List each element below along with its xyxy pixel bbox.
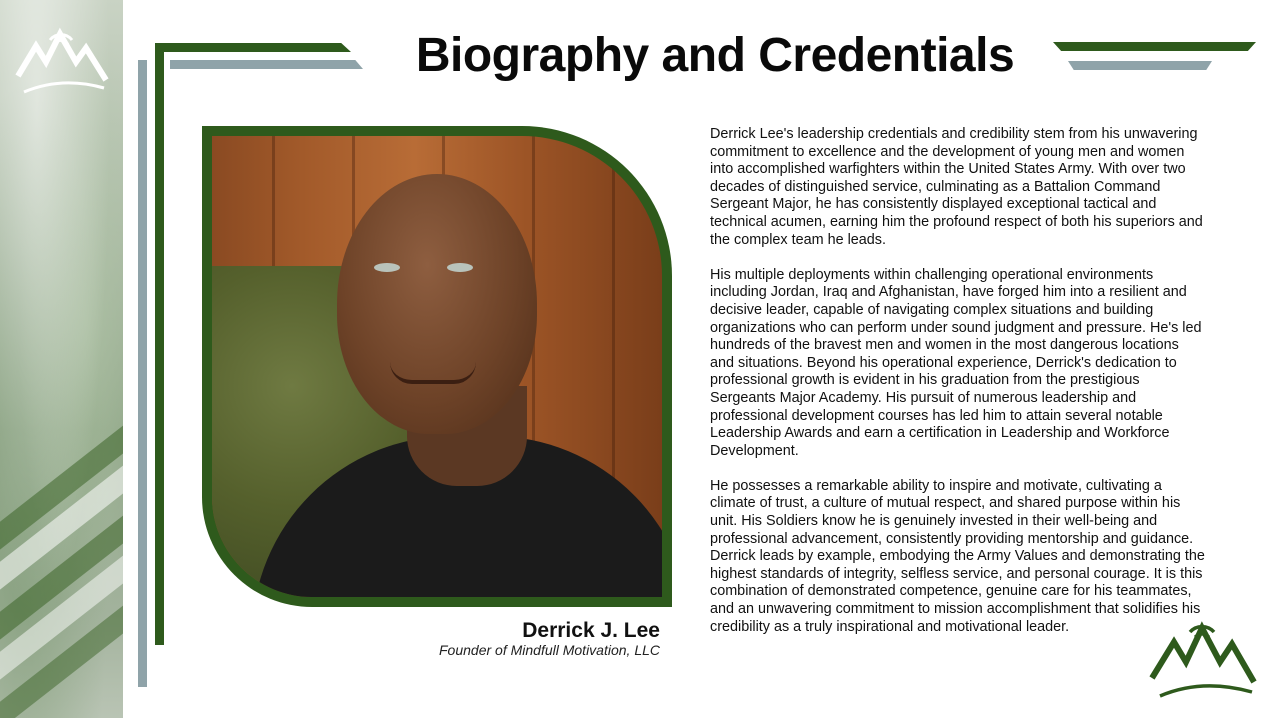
frame-line-green-vertical: [155, 43, 164, 645]
page-title: Biography and Credentials: [415, 29, 1015, 82]
header-accent-bar-green: [1053, 42, 1256, 51]
frame-line-grey-horizontal: [170, 60, 363, 69]
mountain-logo-icon: [14, 26, 110, 100]
bio-paragraph: Derrick Lee's leadership credentials and credibility stem from his unwavering commitment to excellence and the development of young men and women into accomplished warfighters within the United States Army. With over two decades of distinguished service, culminating as a Battalion Command Sergeant Major, he has consistently displayed exceptional tactical and technical acumen, earning him the profound respect of both his superiors and the complex team he leads.: [710, 126, 1203, 248]
forest-background-strip: [0, 0, 123, 718]
mountain-logo-icon: [1148, 616, 1258, 702]
person-name: Derrick J. Lee: [522, 619, 660, 642]
portrait-photo: [212, 136, 662, 597]
photo-frame: [202, 126, 672, 607]
header-accent-bar-grey: [1068, 61, 1212, 70]
bio-paragraph: His multiple deployments within challenging operational environments including Jordan, Iraq and Afghanistan, have forged him into a resilient and decisive leader, capable of navigating complex situations and building organizations who can perform under sound judgment and pressure. He's led hundreds of the bravest men and women in the most dangerous locations and situations. Beyond his operational experience, Derrick's dedication to professional growth is evident in his graduation from the prestigious Sergeants Major Academy. His pursuit of numerous leadership and professional development courses has led him to attain several notable Leadership Awards and earn a certification in Leadership and Workforce Development.: [710, 266, 1202, 459]
frame-line-green-horizontal: [155, 43, 351, 52]
person-role: Founder of Mindfull Motivation, LLC: [439, 642, 660, 658]
frame-line-grey-vertical: [138, 60, 147, 687]
bio-paragraph: He possesses a remarkable ability to inspire and motivate, cultivating a climate of trust, a culture of mutual respect, and shared purpose within his unit. His Soldiers know he is genuinely invested in their well-being and professional advancement, consistently providing mentorship and guidance. Derrick leads by example, embodying the Army Values and demonstrating the highest standards of integrity, selfless service, and personal courage. It is this combination of demonstrated competence, genuine care for his teammates, and an unwavering commitment to mission accomplishment that solidifies his credibility as a truly inspirational and motivational leader.: [710, 477, 1205, 635]
biography-text: [710, 126, 1205, 636]
